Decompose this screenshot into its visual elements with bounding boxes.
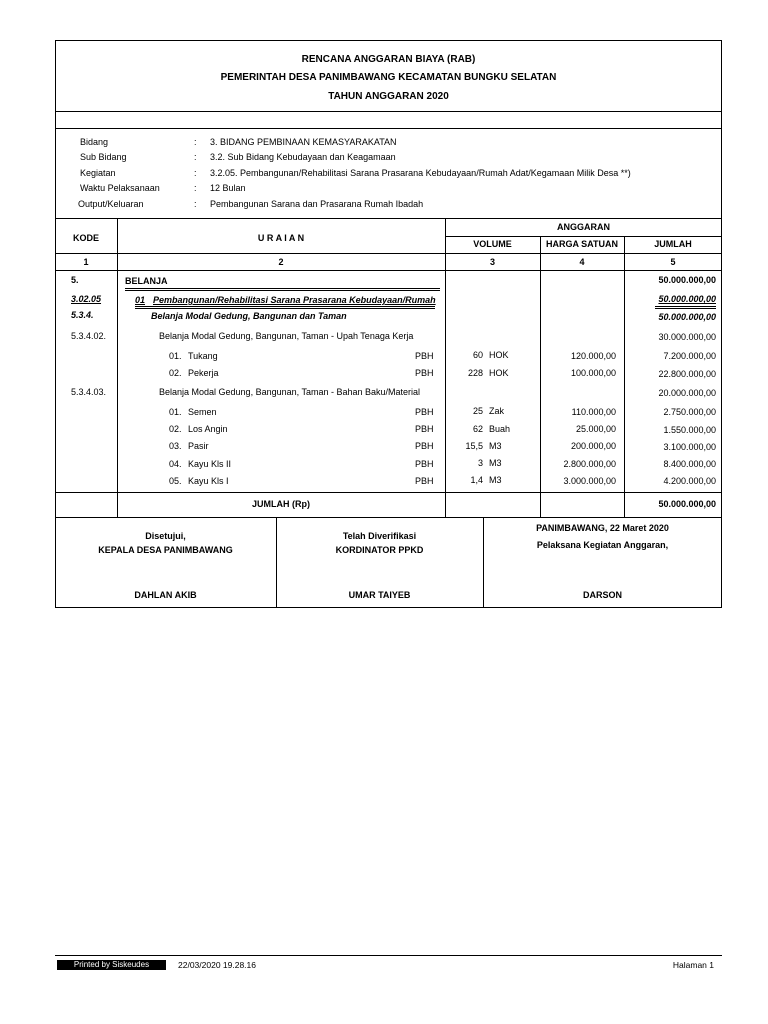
col-num: 4 [579,257,585,267]
item-src: PBH [415,441,434,451]
divider [55,492,722,493]
sig-role: Pelaksana Kegiatan Anggaran, [536,540,669,550]
info-colon: : [194,137,197,147]
col-harga: HARGA SATUAN [546,239,618,249]
col-num: 2 [278,257,284,267]
col-num: 3 [489,257,495,267]
item-no: 01. [169,351,182,361]
row-uraian: Belanja Modal Gedung, Bangunan dan Taman [151,311,347,321]
doc-year: TAHUN ANGGARAN 2020 [328,91,449,102]
underline [125,288,440,291]
row-kode: 5.3.4.03. [71,387,107,397]
item-src: PBH [415,459,434,469]
sig-name: DARSON [582,590,622,600]
row-jumlah: 50.000.000,00 [658,275,716,285]
sig-date: PANIMBAWANG, 22 Maret 2020 [536,523,669,533]
total-label: JUMLAH (Rp) [252,499,310,509]
divider [55,270,722,271]
doc-title: RENCANA ANGGARAN BIAYA (RAB) [301,54,476,65]
item-no: 02. [169,424,182,434]
underline [135,306,435,309]
info-value: 3.2. Sub Bidang Kebudayaan dan Keagamaan [210,152,396,162]
item-price: 25.000,00 [575,424,616,434]
item-price: 120.000,00 [570,351,616,361]
item-src: PBH [415,351,434,361]
item-price: 100.000,00 [570,368,616,378]
item-qty: 62 [472,424,483,434]
item-no: 01. [169,407,182,417]
row-uraian: Belanja Modal Gedung, Bangunan, Taman - Upah Tenaga Kerja [159,331,414,341]
row-uraian: BELANJA [125,276,168,286]
divider [55,218,722,219]
info-colon: : [194,199,197,209]
item-price: 110.000,00 [571,407,616,417]
item-name: Los Angin [188,424,228,434]
divider [55,517,722,518]
item-name: Kayu Kls I [188,476,229,486]
row-uraian: Belanja Modal Gedung, Bangunan, Taman - Bahan Baku/Material [159,387,421,397]
sig-role: KEPALA DESA PANIMBAWANG [98,545,233,555]
item-qty: 228 [467,368,483,378]
item-name: Kayu Kls II [188,459,232,469]
item-unit: HOK [489,368,509,378]
item-unit: HOK [489,350,509,360]
row-no: 01 [135,295,146,305]
info-label: Output/Keluaran [78,199,144,209]
item-qty: 15,5 [465,441,483,451]
item-no: 02. [169,368,182,378]
item-total: 3.100.000,00 [663,442,716,452]
col-uraian: U R A I A N [257,233,305,243]
item-name: Tukang [188,351,218,361]
item-src: PBH [415,476,434,486]
info-value: 12 Bulan [210,183,246,193]
row-jumlah: 30.000.000,00 [658,332,716,342]
item-unit: M3 [489,475,502,485]
info-label: Bidang [80,137,109,147]
item-no: 05. [169,476,182,486]
item-src: PBH [415,424,434,434]
underline [655,306,716,309]
row-jumlah: 50.000.000,00 [658,312,716,322]
row-jumlah: 20.000.000,00 [658,388,716,398]
item-no: 03. [169,441,182,451]
info-colon: : [194,152,197,162]
footer-rule [55,955,722,956]
item-total: 22.800.000,00 [658,369,716,379]
col-kode: KODE [72,233,99,243]
row-kode: 5.3.4. [71,310,94,320]
item-total: 1.550.000,00 [663,425,716,435]
row-jumlah: 50.000.000,00 [658,294,716,304]
item-unit: Zak [489,406,505,416]
row-uraian: Pembangunan/Rehabilitasi Sarana Prasarana Kebudayaan/Rumah [153,295,436,305]
item-qty: 3 [477,458,483,468]
item-total: 8.400.000,00 [663,459,716,469]
item-no: 04. [169,459,182,469]
divider [445,236,722,237]
col-anggaran: ANGGARAN [557,222,610,232]
page-number: Halaman 1 [672,960,714,970]
col-num: 1 [83,257,89,267]
sig-name: DAHLAN AKIB [134,590,197,600]
item-name: Semen [188,407,217,417]
divider [55,253,722,254]
info-label: Kegiatan [80,168,116,178]
item-total: 7.200.000,00 [663,351,716,361]
printed-by-badge: Printed by Siskeudes [57,960,166,970]
item-name: Pekerja [188,368,219,378]
item-src: PBH [415,407,434,417]
item-total: 4.200.000,00 [663,476,716,486]
item-unit: M3 [489,458,502,468]
info-colon: : [194,183,197,193]
col-jumlah: JUMLAH [654,239,692,249]
item-src: PBH [415,368,434,378]
item-price: 2.800.000,00 [563,459,616,469]
item-price: 200.000,00 [570,441,616,451]
info-value: 3. BIDANG PEMBINAAN KEMASYARAKATAN [210,137,397,147]
col-num: 5 [670,257,676,267]
row-kode: 5.3.4.02. [71,331,107,341]
info-value: Pembangunan Sarana dan Prasarana Rumah Ibadah [210,199,424,209]
item-name: Pasir [188,441,209,451]
item-qty: 25 [472,406,483,416]
info-value: 3.2.05. Pembangunan/Rehabilitasi Sarana Prasarana Kebudayaan/Rumah Adat/Kegamaan Milik Desa **) [210,168,631,178]
divider [55,111,722,112]
divider [55,128,722,129]
item-price: 3.000.000,00 [563,476,616,486]
item-qty: 60 [472,350,483,360]
sig-role: KORDINATOR PPKD [335,545,424,555]
item-total: 2.750.000,00 [663,407,716,417]
col-volume: VOLUME [473,239,512,249]
row-kode: 3.02.05 [71,294,102,304]
sig-caption: Telah Diverifikasi [342,531,417,541]
sig-caption: Disetujui, [145,531,186,541]
item-unit: Buah [489,424,511,434]
total-value: 50.000.000,00 [658,499,716,509]
item-qty: 1,4 [470,475,483,485]
row-kode: 5. [71,275,79,285]
doc-subtitle: PEMERINTAH DESA PANIMBAWANG KECAMATAN BUNGKU SELATAN [220,72,557,83]
info-label: Sub Bidang [80,152,127,162]
info-label: Waktu Pelaksanaan [80,183,160,193]
info-colon: : [194,168,197,178]
sig-name: UMAR TAIYEB [348,590,411,600]
print-timestamp: 22/03/2020 19.28.16 [178,960,256,970]
item-unit: M3 [489,441,502,451]
